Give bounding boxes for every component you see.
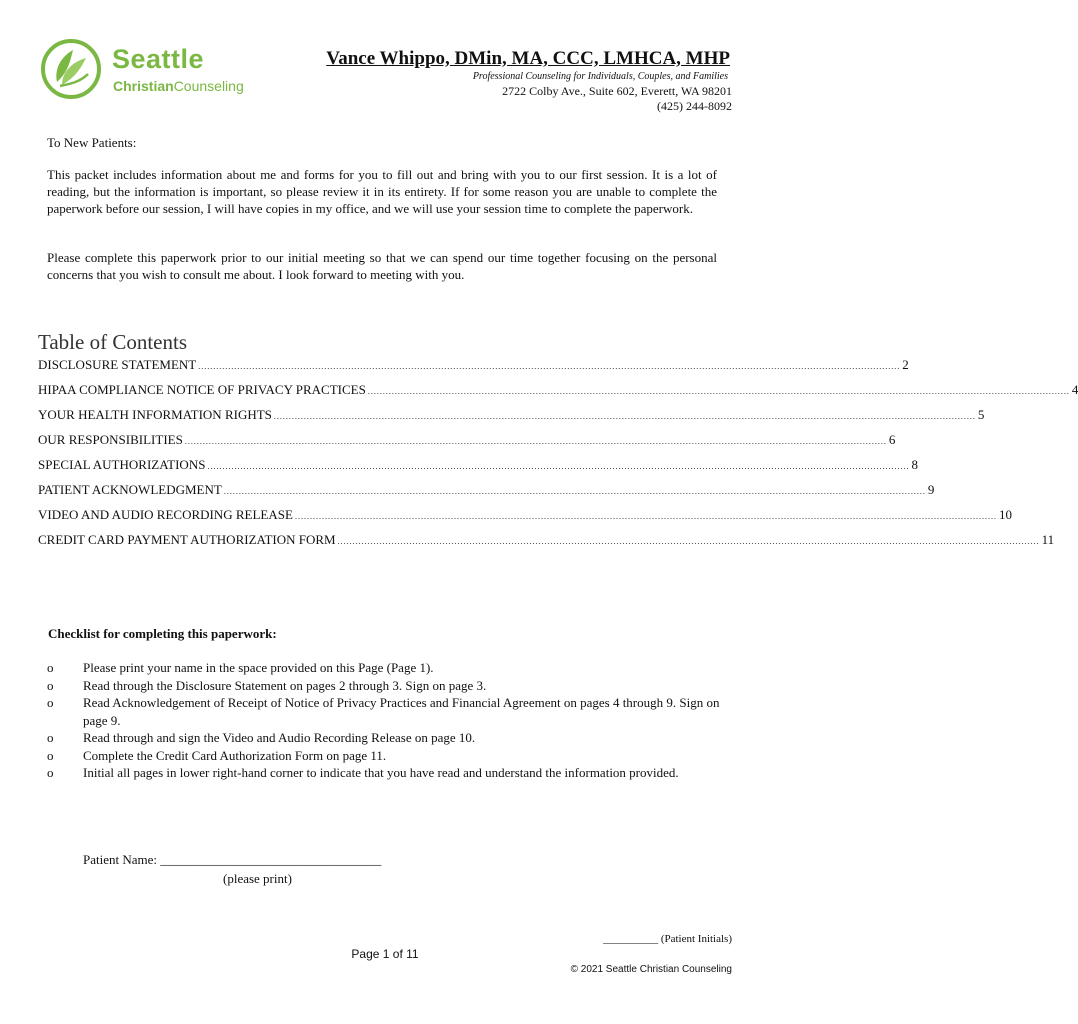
copyright: © 2021 Seattle Christian Counseling [570, 964, 732, 975]
checklist-text: Please print your name in the space provided on this Page (Page 1). [83, 660, 434, 675]
checklist-item [47, 677, 737, 695]
toc-page: 2 [902, 357, 909, 372]
table-of-contents [38, 357, 1078, 557]
intro-paragraph-2: Please complete this paperwork prior to our initial meeting so that we can spend our time together focusing on the personal concerns that you wish to consult me about. I look forward to meeting with you. [47, 250, 717, 282]
bullet-icon: o [47, 747, 54, 763]
checklist-text: Read through the Disclosure Statement on pages 2 through 3. Sign on page 3. [83, 677, 487, 693]
toc-label: OUR RESPONSIBILITIES [38, 432, 183, 447]
toc-page: 4 [1071, 382, 1078, 397]
greeting: To New Patients: [47, 135, 137, 150]
toc-page: 10 [998, 507, 1012, 522]
toc-entry-responsibilities[interactable] [38, 432, 896, 457]
toc-leader: .......................................................................................................................................................................................................................................... [367, 387, 1070, 396]
toc-page: 5 [977, 407, 985, 422]
toc-label: PATIENT ACKNOWLEDGMENT [38, 482, 222, 497]
toc-entry-credit-card[interactable] [38, 532, 1055, 557]
checklist-item [47, 764, 737, 782]
toc-label: CREDIT CARD PAYMENT AUTHORIZATION FORM [38, 532, 336, 547]
toc-entry-acknowledgment[interactable] [38, 482, 935, 507]
checklist-item [47, 659, 737, 677]
practice-address: 2722 Colby Ave., Suite 602, Everett, WA 98201 [502, 84, 732, 98]
toc-label: YOUR HEALTH INFORMATION RIGHTS [38, 407, 272, 422]
bullet-icon: o [47, 677, 54, 693]
toc-entry-rights[interactable] [38, 407, 985, 432]
toc-title: Table of Contents [38, 330, 187, 354]
therapist-name [304, 48, 730, 70]
checklist-text: Read Acknowledgement of Receipt of Notice of Privacy Practices and Financial Agreement on pages 4 through 9. Sign on page 9. [83, 695, 720, 728]
bullet-icon: o [47, 730, 54, 745]
toc-label: VIDEO AND AUDIO RECORDING RELEASE [38, 507, 293, 522]
logo-word-christian-counseling [113, 79, 244, 93]
logo-christian: Christian [113, 78, 174, 94]
toc-leader: .......................................................................................................................................................................................................................................... [198, 362, 901, 371]
toc-entry-hipaa[interactable] [38, 382, 1078, 407]
practice-phone: (425) 244-8092 [657, 99, 732, 113]
checklist-item [47, 694, 737, 729]
toc-page: 8 [911, 457, 918, 472]
bullet-icon: o [47, 695, 54, 710]
toc-leader: .......................................................................................................................................................................................................................................... [294, 512, 997, 521]
checklist-text: Complete the Credit Card Authorization Form on page 11. [83, 747, 387, 763]
toc-leader: .......................................................................................................................................................................................................................................... [207, 462, 910, 471]
toc-page: 11 [1041, 532, 1055, 547]
patient-name-hint: (please print) [223, 871, 292, 886]
toc-leader: .......................................................................................................................................................................................................................................... [337, 537, 1040, 546]
toc-leader: .......................................................................................................................................................................................................................................... [223, 487, 926, 496]
checklist-text: Initial all pages in lower right-hand corner to indicate that you have read and understand the information provided. [83, 765, 679, 780]
toc-entry-authorizations[interactable] [38, 457, 918, 482]
checklist-item [47, 747, 737, 765]
toc-label: HIPAA COMPLIANCE NOTICE OF PRIVACY PRACTICES [38, 382, 366, 397]
toc-entry-recording-release[interactable] [38, 507, 1012, 532]
toc-leader: .......................................................................................................................................................................................................................................... [273, 412, 976, 421]
logo-word-seattle: Seattle [112, 44, 205, 74]
page-number: Page 1 of 11 [351, 947, 419, 961]
patient-initials-field[interactable]: __________ (Patient Initials) [603, 933, 732, 945]
seattle-christian-counseling-logo [40, 38, 290, 100]
checklist-title: Checklist for completing this paperwork: [48, 626, 277, 641]
checklist-item [47, 729, 737, 747]
checklist-text: Read through and sign the Video and Audio Recording Release on page 10. [83, 730, 476, 745]
logo-counseling: Counseling [173, 78, 244, 94]
toc-leader: .......................................................................................................................................................................................................................................... [184, 437, 887, 446]
bullet-icon: o [47, 765, 54, 780]
leaf-logo-icon [40, 38, 104, 100]
toc-label: SPECIAL AUTHORIZATIONS [38, 457, 206, 472]
bullet-icon: o [47, 660, 54, 675]
toc-page: 6 [888, 432, 896, 447]
practice-tagline: Professional Counseling for Individuals, Couples, and Families [472, 71, 728, 82]
toc-label: DISCLOSURE STATEMENT [38, 357, 197, 372]
toc-entry-disclosure[interactable] [38, 357, 909, 382]
therapist-name-text: Vance Whippo, DMin, MA, CCC, LMHCA, MHP [326, 48, 730, 69]
toc-page: 9 [927, 482, 935, 497]
checklist [47, 659, 737, 782]
patient-name-field[interactable]: Patient Name: __________________________________ [83, 852, 382, 867]
intro-paragraph-1: This packet includes information about me and forms for you to fill out and bring with you to our first session. It is a lot of reading, but the information is important, so please review it in its entirety. If for some reason you are unable to complete the paperwork before our session, I will have copies in my office, and we will use your session time to complete the paperwork. [47, 167, 717, 216]
